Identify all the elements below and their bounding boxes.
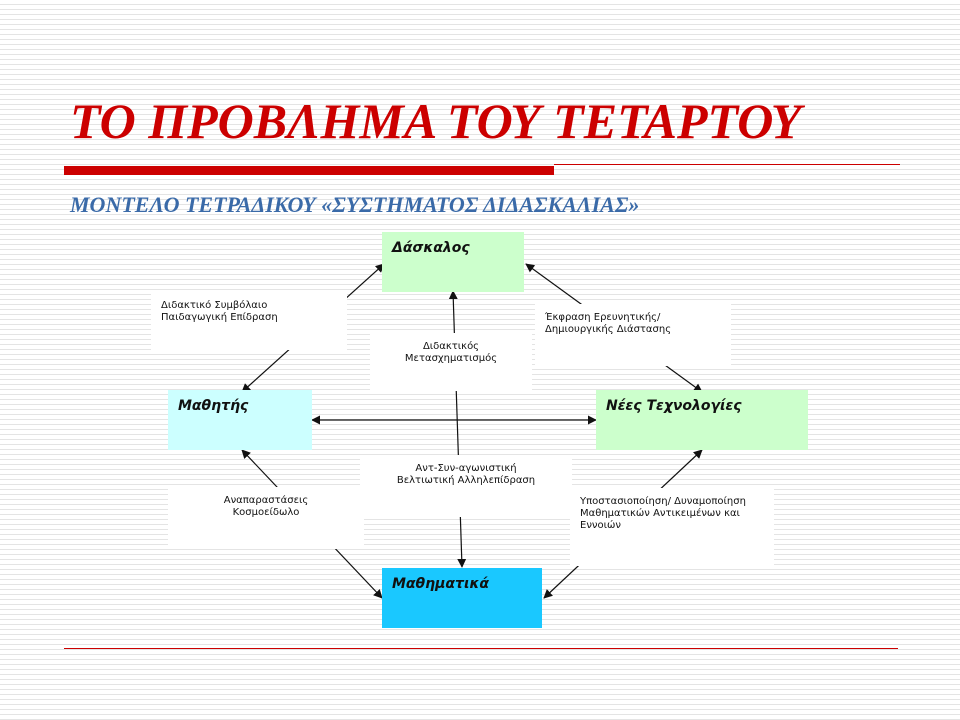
- edge-label-representations: Αναπαραστάσεις Κοσμοείδωλο: [168, 487, 364, 549]
- edge-label-expression: Έκφραση Ερευνητικής/ Δημιουργικής Διάστασης: [535, 304, 731, 366]
- edge-label-contract: Διδακτικό Συμβόλαιο Παιδαγωγική Επίδραση: [151, 292, 347, 350]
- edge-label-transformation: Διδακτικός Μετασχηματισμός: [370, 333, 532, 391]
- slide-subtitle: ΜΟΝΤΕΛΟ ΤΕΤΡΑΔΙΚΟΥ «ΣΥΣΤΗΜΑΤΟΣ ΔΙΔΑΣΚΑΛΙΑΣ»: [70, 192, 640, 217]
- edge-label-interaction: Αντ-Συν-αγωνιστική Βελτιωτική Αλληλεπίδραση: [360, 455, 572, 517]
- bottom-divider: [64, 648, 898, 649]
- node-student: Μαθητής: [168, 390, 312, 450]
- node-teacher: Δάσκαλος: [382, 232, 524, 292]
- node-new-technologies: Νέες Τεχνολογίες: [596, 390, 808, 450]
- node-mathematics: Μαθηματικά: [382, 568, 542, 628]
- edge-label-hypostasis: Υποστασιοποίηση/ Δυναμοποίηση Μαθηματικών Αντικειμένων και Εννοιών: [570, 488, 774, 566]
- slide-title: ΤΟ ΠΡΟΒΛΗΜΑ ΤΟΥ ΤΕΤΑΡΤΟΥ: [70, 93, 802, 149]
